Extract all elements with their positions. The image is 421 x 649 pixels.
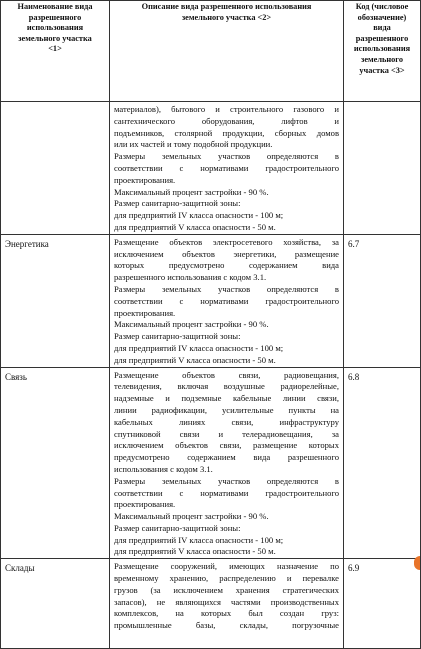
table-row-energetika [1,234,421,367]
row-code-cell: 6.7 [344,234,421,367]
table-header-row [1,1,421,102]
table-row-continuation [1,102,421,235]
header-name-column [1,1,110,102]
row-description: материалов), бытового и строительного газового и сантехнического оборудования, лифтов и подъемников, столярной продукции, сборных домов или их частей и тому подобной продукции. Размеры земельных участков определяются в соответствии с нормативами градостроительного проектирования. Максимальный процент застройки - 90 %. Размер санитарно-защитной зоны: для предприятий IV класса опасности - 100 м; для предприятий V класса опасности - 50 м. [114,104,339,232]
row-description-cell [110,367,344,559]
header-name-text: Наименование вида разрешенного использования земельного участка <1> [17,2,93,54]
header-code-text: Код (числовое обозначение) вида разрешенного использования земельного участка <3> [353,2,411,75]
header-code-column [344,1,421,102]
row-description: Размещение объектов связи, радиовещания, телевидения, включая воздушные радиорелейные, надземные и подземные кабельные линии связи, линии радиофикации, усилительные пункты на кабельных линиях связи, инфраструктуру спутниковой связи и телерадиовещания, за исключением объектов связи, размещение которых предусмотрено содержанием вида разрешенного использования с кодом 3.1. Размеры земельных участков определяются в соответствии с нормативами градостроительного проектирования. Максимальный процент застройки - 90 %. Размер санитарно-защитной зоны: для предприятий IV класса опасности - 100 м; для предприятий V класса опасности - 50 м. [114,369,339,557]
row-description-cell [110,102,344,235]
row-name-cell: Склады [1,559,110,649]
table-row-sklady [1,559,421,649]
row-code-cell: 6.8 [344,367,421,559]
row-description-cell [110,234,344,367]
row-name-cell: Энергетика [1,234,110,367]
row-code-cell: 6.9 [344,559,421,649]
row-description: Размещение объектов электросетевого хозяйства, за исключением объектов энергетики, размещение которых предусмотрено содержанием вида разрешенного использования с кодом 3.1. Размеры земельных участков определяются в соответствии с нормативами градостроительного проектирования. Максимальный процент застройки - 90 %. Размер санитарно-защитной зоны: для предприятий IV класса опасности - 100 м; для предприятий V класса опасности - 50 м. [114,236,339,365]
row-description-cell [110,559,344,649]
row-name-cell [1,102,110,235]
header-description-text: Описание вида разрешенного использования земельного участка <2> [141,2,312,22]
row-name-cell: Связь [1,367,110,559]
side-tab-marker [414,556,420,570]
row-code-cell [344,102,421,235]
header-description-column [110,1,344,102]
row-description: Размещение сооружений, имеющих назначение по временному хранению, распределению и перевалке грузов (за исключением хранения стратегических запасов), не являющихся частями производственных комплексов, на которых был создан груз: промышленные базы, склады, погрузочные [114,561,339,631]
table-row-svyaz [1,367,421,559]
